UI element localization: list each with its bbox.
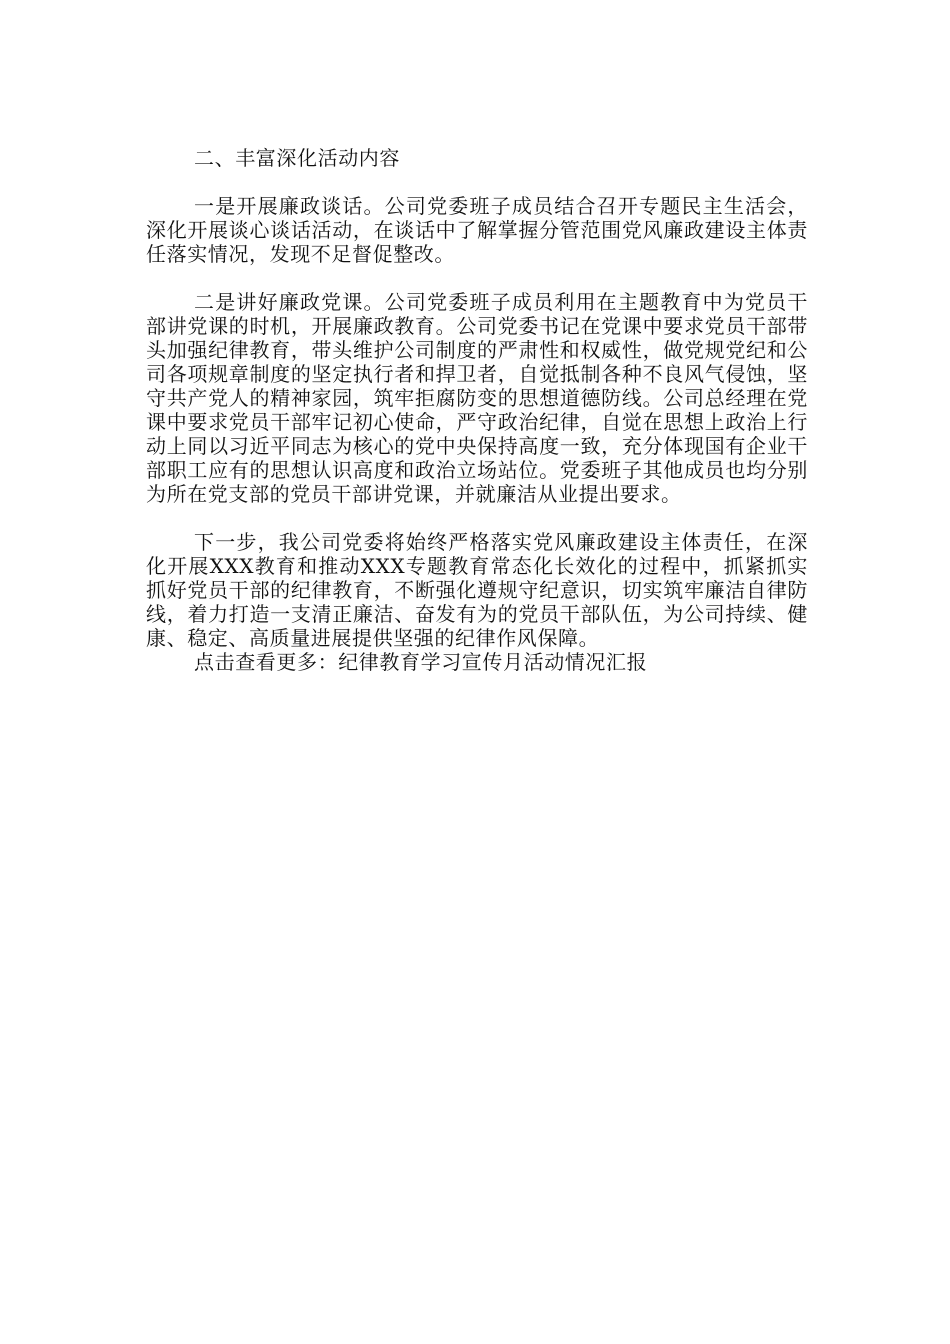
spacer xyxy=(146,506,808,530)
spacer xyxy=(146,266,808,290)
paragraph-next-steps: 下一步，我公司党委将始终严格落实党风廉政建设主体责任，在深化开展XXX教育和推动XXX专题教育常态化长效化的过程中，抓紧抓实抓好党员干部的纪律教育，不断强化遵规守纪意识，切实筑牢廉洁自律防线，着力打造一支清正廉洁、奋发有为的党员干部队伍，为公司持续、健康、稳定、高质量进展提供坚强的纪律作风保障。 xyxy=(146,530,808,650)
section-heading: 二、丰富深化活动内容 xyxy=(194,146,400,170)
document-body xyxy=(146,146,808,674)
paragraph-integrity-lessons: 二是讲好廉政党课。公司党委班子成员利用在主题教育中为党员干部讲党课的时机，开展廉政教育。公司党委书记在党课中要求党员干部带头加强纪律教育，带头维护公司制度的严肃性和权威性，做党规党纪和公司各项规章制度的坚定执行者和捍卫者，自觉抵制各种不良风气侵蚀，坚守共产党人的精神家园，筑牢拒腐防变的思想道德防线。公司总经理在党课中要求党员干部牢记初心使命，严守政治纪律，自觉在思想上政治上行动上同以习近平同志为核心的党中央保持高度一致，充分体现国有企业干部职工应有的思想认识高度和政治立场站位。党委班子其他成员也均分别为所在党支部的党员干部讲党课，并就廉洁从业提出要求。 xyxy=(146,290,808,506)
spacer xyxy=(146,170,808,194)
more-link[interactable]: 点击查看更多：纪律教育学习宣传月活动情况汇报 xyxy=(194,650,648,674)
paragraph-integrity-talks: 一是开展廉政谈话。公司党委班子成员结合召开专题民主生活会，深化开展谈心谈话活动，在谈话中了解掌握分管范围党风廉政建设主体责任落实情况，发现不足督促整改。 xyxy=(146,194,808,266)
